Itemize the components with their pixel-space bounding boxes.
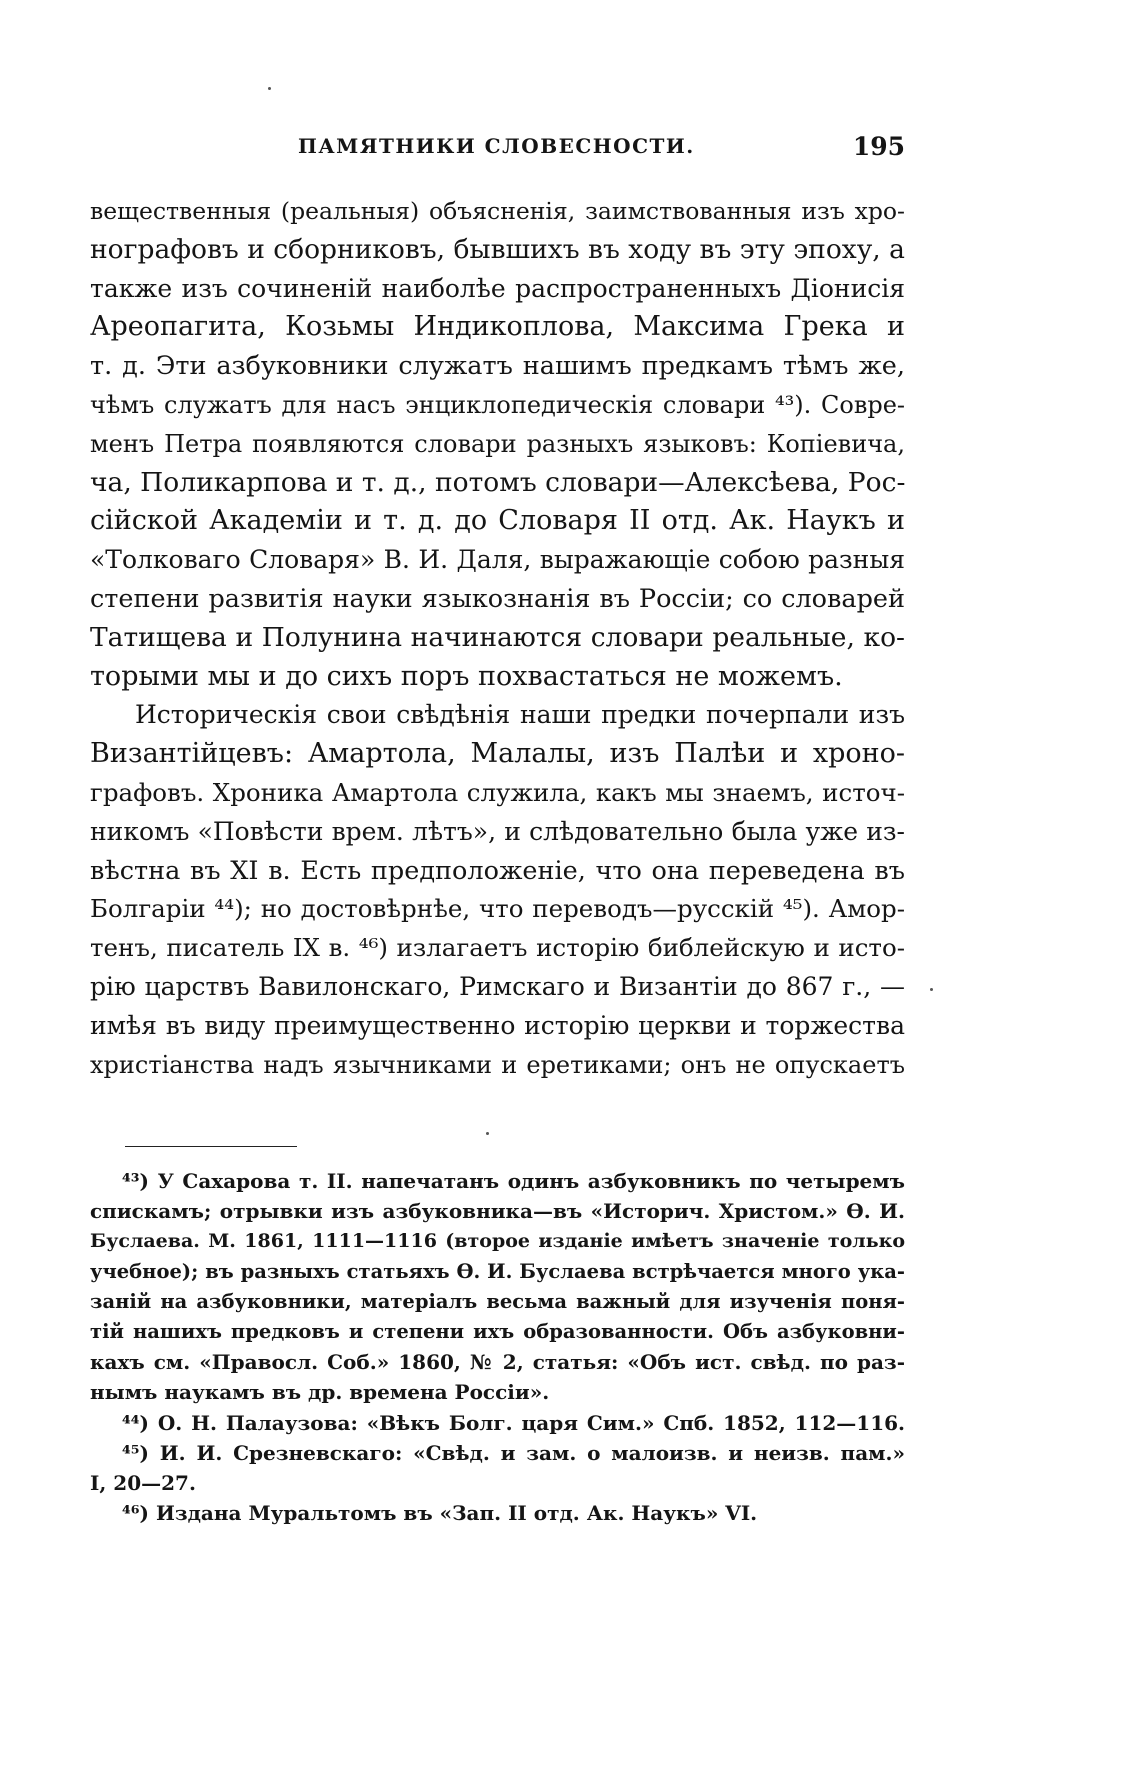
footnote-line: ⁴⁴) О. Н. Палаузова: «Вѣкъ Болг. царя Сим.» Спб. 1852, 112—116. [122, 1410, 905, 1435]
footnote-line: ⁴³) У Сахарова т. II. напечатанъ одинъ азбуковникъ по четыремъ [122, 1169, 905, 1193]
footnote-line: кахъ см. «Правосл. Соб.» 1860, № 2, статья: «Объ ист. свѣд. по раз- [90, 1350, 905, 1375]
text-line: вещественныя (реальныя) объясненія, заимствованныя изъ хро- [90, 197, 905, 225]
footnote-line: нымъ наукамъ въ др. времена Россіи». [90, 1380, 550, 1405]
running-title: ПАМЯТНИКИ СЛОВЕСНОСТИ. [298, 134, 695, 158]
text-line: степени развитія науки языкознанія въ Россіи; со словарей [90, 583, 905, 614]
main-text [90, 192, 905, 1084]
text-line: Татищева и Полунина начинаются словари реальные, ко- [90, 621, 905, 653]
text-line: Ареопагита, Козьмы Индикоплова, Максима Грека и [90, 311, 905, 343]
text-line: менъ Петра появляются словари разныхъ языковъ: Копіевича, [90, 429, 905, 458]
page-number: 195 [852, 132, 905, 161]
text-line: также изъ сочиненій наиболѣе распространенныхъ Діонисія [90, 273, 905, 303]
text-line: тенъ, писатель IX в. ⁴⁶) излагаетъ исторію библейскую и исто- [90, 933, 905, 963]
text-line: имѣя въ виду преимущественно исторію церкви и торжества [90, 1010, 905, 1040]
page-header [90, 134, 905, 168]
text-line: сійской Академіи и т. д. до Словаря II отд. Ак. Наукъ и [90, 505, 905, 537]
print-speck [486, 1132, 489, 1135]
print-speck [930, 988, 933, 991]
text-line: никомъ «Повѣсти врем. лѣтъ», и слѣдовательно была уже из- [90, 816, 905, 846]
text-line: торыми мы и до сихъ поръ похвастаться не можемъ. [90, 660, 843, 692]
text-line: т. д. Эти азбуковники служатъ нашимъ предкамъ тѣмъ же, [90, 351, 905, 382]
text-line: Болгаріи ⁴⁴); но достовѣрнѣе, что переводъ—русскій ⁴⁵). Амор- [90, 894, 905, 924]
text-line: графовъ. Хроника Амартола служила, какъ мы знаемъ, источ- [90, 777, 905, 807]
footnote-line: I, 20—27. [90, 1470, 196, 1495]
footnote-line: спискамъ; отрывки изъ азбуковника—въ «Историч. Христом.» Ѳ. И. [90, 1199, 905, 1224]
text-line: чѣмъ служатъ для насъ энциклопедическія словари ⁴³). Совре- [90, 390, 905, 419]
text-line: вѣстна въ XI в. Есть предположеніе, что она переведена въ [90, 855, 905, 886]
footnote-line: Буслаева. М. 1861, 1111—1116 (второе изданіе имѣетъ значеніе только [90, 1230, 905, 1253]
footnote-line: ⁴⁶) Издана Муральтомъ въ «Зап. II отд. Ак. Наукъ» VI. [122, 1501, 758, 1526]
text-line: Историческія свои свѣдѣнія наши предки почерпали изъ [135, 700, 905, 730]
text-line: нографовъ и сборниковъ, бывшихъ въ ходу въ эту эпоху, а [90, 233, 905, 265]
text-line: «Толковаго Словаря» В. И. Даля, выражающіе собою разныя [90, 545, 905, 575]
footnote-line: заній на азбуковники, матеріалъ весьма важный для изученія поня- [90, 1289, 905, 1313]
text-line: ча, Поликарпова и т. д., потомъ словари—Алексѣева, Рос- [90, 466, 905, 498]
footnote-line: ⁴⁵) И. И. Срезневскаго: «Свѣд. и зам. о малоизв. и неизв. пам.» [122, 1440, 905, 1465]
text-line: христіанства надъ язычниками и еретиками; онъ не опускаетъ [90, 1050, 905, 1079]
footnote-rule [125, 1146, 297, 1147]
print-speck [268, 87, 271, 90]
footnote-line: учебное); въ разныхъ статьяхъ Ѳ. И. Буслаева встрѣчается много ука- [90, 1259, 905, 1283]
text-line: рію царствъ Вавилонскаго, Римскаго и Византіи до 867 г., — [90, 971, 905, 1001]
footnotes [90, 1166, 905, 1528]
footnote-line: тій нашихъ предковъ и степени ихъ образованности. Объ азбуковни- [90, 1319, 905, 1343]
text-line: Византійцевъ: Амартола, Малалы, изъ Палѣи и хроно- [90, 738, 905, 770]
